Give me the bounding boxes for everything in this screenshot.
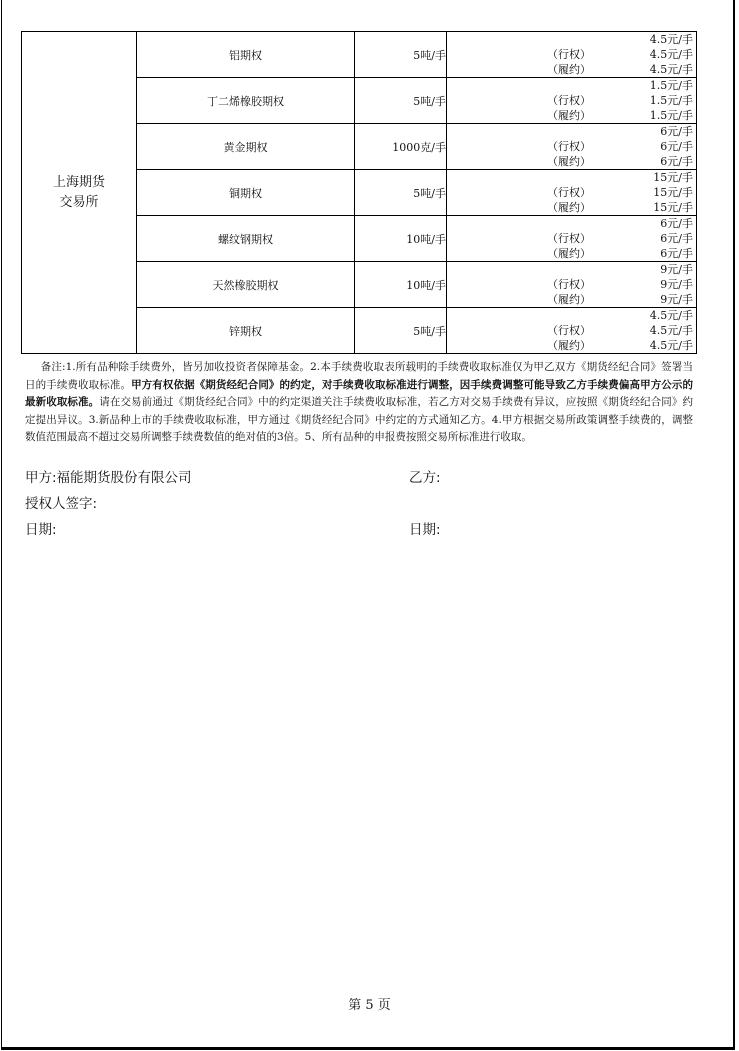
fee-value: 6元/手 <box>660 140 693 153</box>
trading-unit: 5吨/手 <box>355 308 447 354</box>
fee-value: 4.5元/手 <box>649 48 693 61</box>
trading-unit: 5吨/手 <box>355 170 447 216</box>
fee-value: 4.5元/手 <box>649 33 693 46</box>
exercise-tag: （行权） <box>547 48 591 61</box>
fee-value: 1.5元/手 <box>649 94 693 107</box>
fee-value: 9元/手 <box>660 263 693 276</box>
perform-tag: （履约） <box>547 293 591 306</box>
perform-tag: （履约） <box>547 201 591 214</box>
trading-unit: 1000克/手 <box>355 124 447 170</box>
exercise-tag: （行权） <box>547 140 591 153</box>
fee-value: 4.5元/手 <box>649 309 693 322</box>
exchange-name-line2: 交易所 <box>59 194 99 210</box>
fee-value: 6元/手 <box>660 217 693 230</box>
product-name: 螺纹钢期权 <box>137 216 355 262</box>
product-name: 黄金期权 <box>137 124 355 170</box>
product-name: 铜期权 <box>137 170 355 216</box>
fee-table <box>21 31 697 354</box>
fee-value: 15元/手 <box>653 186 693 199</box>
party-b-date-label: 日期: <box>409 522 441 538</box>
fee-cell <box>447 170 697 216</box>
exercise-tag: （行权） <box>547 94 591 107</box>
fee-cell <box>447 308 697 354</box>
product-name: 天然橡胶期权 <box>137 262 355 308</box>
fee-cell <box>447 78 697 124</box>
trading-unit: 10吨/手 <box>355 216 447 262</box>
fee-value: 6元/手 <box>660 125 693 138</box>
fee-value: 6元/手 <box>660 232 693 245</box>
exercise-tag: （行权） <box>547 186 591 199</box>
exchange-name-line1: 上海期货 <box>52 174 105 190</box>
exchange-cell <box>22 32 137 354</box>
fee-cell <box>447 216 697 262</box>
table-row <box>22 32 697 78</box>
exercise-tag: （行权） <box>547 324 591 337</box>
fee-cell <box>447 32 697 78</box>
fee-value: 9元/手 <box>660 278 693 291</box>
perform-tag: （履约） <box>547 109 591 122</box>
fee-value: 1.5元/手 <box>649 79 693 92</box>
product-name: 锌期权 <box>137 308 355 354</box>
party-a-label: 甲方:福能期货股份有限公司 <box>25 470 192 486</box>
authorized-signature-label: 授权人签字: <box>25 496 98 512</box>
party-a-date-label: 日期: <box>25 522 57 538</box>
fee-value: 1.5元/手 <box>649 109 693 122</box>
fee-value: 6元/手 <box>660 155 693 168</box>
note-text: 备注:1.所有品种除手续费外，皆另加收投资者保障基金。2.本手续费收取表所载明的手续费收取标准仅为甲乙双方《期货经纪合同》签署当日的手续费收取标准。 <box>25 361 693 391</box>
fee-cell <box>447 262 697 308</box>
fee-value: 9元/手 <box>660 293 693 306</box>
perform-tag: （履约） <box>547 63 591 76</box>
fee-value: 4.5元/手 <box>649 63 693 76</box>
product-name: 铝期权 <box>137 32 355 78</box>
fee-cell <box>447 124 697 170</box>
fee-value: 4.5元/手 <box>649 324 693 337</box>
party-b-label: 乙方: <box>409 470 441 486</box>
exercise-tag: （行权） <box>547 278 591 291</box>
product-name: 丁二烯橡胶期权 <box>137 78 355 124</box>
fee-value: 4.5元/手 <box>649 339 693 352</box>
exercise-tag: （行权） <box>547 232 591 245</box>
perform-tag: （履约） <box>547 155 591 168</box>
fee-value: 15元/手 <box>653 201 693 214</box>
fee-value: 6元/手 <box>660 247 693 260</box>
trading-unit: 5吨/手 <box>355 78 447 124</box>
trading-unit: 5吨/手 <box>355 32 447 78</box>
perform-tag: （履约） <box>547 339 591 352</box>
fee-value: 15元/手 <box>653 171 693 184</box>
page-number: 第 5 页 <box>348 998 391 1013</box>
note-bold-text: 甲方有权依据《期货经纪合同》的约定，对手续费收取标准进行调整，因手续费调整可能导致乙方手续费偏高甲方公示的最新收取标准。 <box>25 378 694 408</box>
note-text: 请在交易前通过《期货经纪合同》中的约定渠道关注手续费收取标准，若乙方对交易手续费有异议，应按照《期货经纪合同》约定提出异议。3.新品种上市的手续费收取标准，甲方通过《期货经纪合同》中约定的方式通知乙方。4.甲方根据交易所政策调整手续费的，调整数值范围最高不超过交易所调整手续费数值的绝对值的3倍。5、所有品种的申报费按照交易所标准进行收取。 <box>25 396 693 443</box>
trading-unit: 10吨/手 <box>355 262 447 308</box>
perform-tag: （履约） <box>547 247 591 260</box>
remarks-note <box>25 359 693 447</box>
